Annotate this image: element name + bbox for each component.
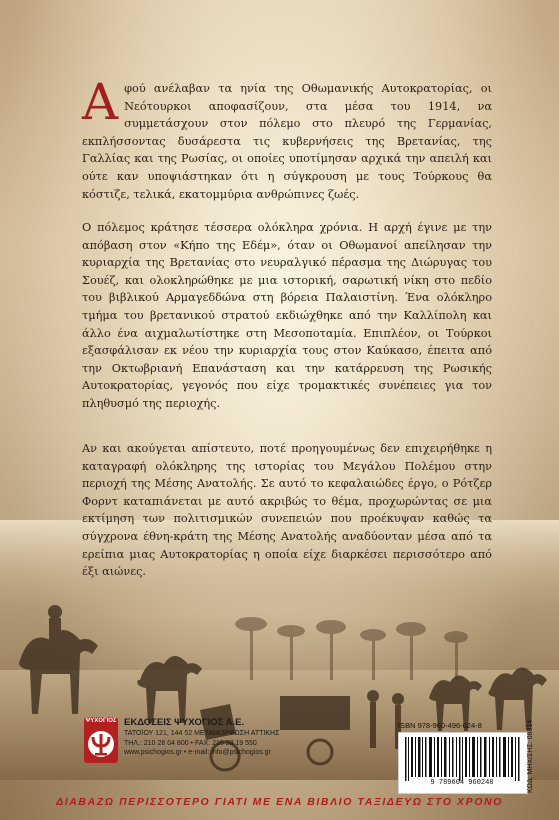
slogan: ΔΙΑΒΑΖΩ ΠΕΡΙΣΣΟΤΕΡΟ ΓΙΑΤΙ ΜΕ ΕΝΑ ΒΙΒΛΙΟ ΤΑΞΙΔΕΥΩ ΣΤΟ ΧΡΟΝΟ — [56, 796, 503, 808]
publisher-logo — [84, 717, 118, 763]
machine-code: ΚΩΔ. ΜΗΧ/ΣΗΣ: 08814 — [527, 719, 534, 793]
blurb-paragraph-1 — [82, 73, 492, 203]
drop-cap: Α — [82, 73, 119, 131]
barcode-digits: 9 789604 960248 — [430, 779, 494, 787]
publisher-address: ΤΑΤΟΪΟΥ 121, 144 52 ΜΕΤΑΜΟΡΦΩΣΗ ΑΤΤΙΚΗΣ — [124, 730, 280, 737]
publisher-logo-text: ΨΥΧΟΓΙΟΣ — [85, 718, 117, 724]
publisher-name: ΕΚΔΟΣΕΙΣ ΨΥΧΟΓΙΟΣ Α.Ε. — [124, 717, 245, 728]
publisher-web: www.psichogios.gr • e-mail: info@psichogios.gr — [124, 749, 271, 756]
psi-logo-icon — [84, 727, 118, 761]
isbn-label: ISBN 978-960-496-024-8 — [398, 721, 482, 730]
blurb-paragraph-1-text: φού ανέλαβαν τα ηνία της Οθωμανικής Αυτοκρατορίας, οι Νεότουρκοι αποφασίζουν, στα μέσα του 1914, να συμμετάσχουν στον πόλεμο στο πλευρό της Γερμανίας, εκπλήσσοντας δυσάρεστα τις κυβερνήσεις της Βρετανίας, της Γαλλίας και της Ρωσίας, οι οποίες υποτίμησαν αρχικά την απειλή και ούτε καν υποψιάστηκαν ότι η σύγκρουση με τους Τούρκους θα κόστιζε, τελικά, εκατομμύρια ανθρώπινες ζωές. — [82, 82, 492, 201]
publisher-info — [124, 717, 324, 758]
publisher-phone: ΤΗΛ.: 210 28 04 800 • FAX: 210 28 19 550 — [124, 739, 257, 747]
blurb-paragraph-2: Ο πόλεμος κράτησε τέσσερα ολόκληρα χρόνια. Η αρχή έγινε με την απόβαση στον «Κήπο της Εδέμ», όταν οι Οθωμανοί απείλησαν την κυριαρχία της Βρετανίας στο νευραλγικό πέρασμα της Διώρυγας του Σουέζ, και ολοκληρώθηκε με μια ιστορική, σαρωτική νίκη στο πεδίο του βιβλικού Αρμαγεδδώνα στη βόρεια Παλαιστίνη. Ένα ολόκληρο τμήμα του βρετανικού στρατού εκδιώχθηκε από την Καλλίπολη και άλλο ένα αιχμαλωτίστηκε στη Μεσοποταμία. Επιπλέον, οι Τούρκοι εξασφάλισαν εκ νέου την κυριαρχία τους στον Καύκασο, έπειτα από την Οκτωβριανή Επανάσταση και την κατάρρευση της Ρωσικής Αυτοκρατορίας, γεγονός που είχε τρομακτικές συνέπειες για τον πληθυσμό της περιοχής. — [82, 221, 492, 410]
blurb-paragraph-3: Αν και ακούγεται απίστευτο, ποτέ προηγουμένως δεν επιχειρήθηκε η καταγραφή ολόκληρης της ιστορίας του Μεγάλου Πολέμου στην περιοχή της Μέσης Ανατολής. Σε αυτό το κεφαλαιώδες έργο, ο Ρότζερ Φορντ καταπιάνεται με αυτό ακριβώς το θέμα, προχωρώντας σε μια εκτίμηση των πολιτισμικών συνεπειών που προέκυψαν καθώς τα σύγχρονα έθνη-κράτη της Μέσης Ανατολής αναδύονταν μέσα από τα ερείπια μιας Αυτοκρατορίας η οποία είχε διαρκέσει περισσότερο από έξι αιώνες. — [82, 442, 492, 579]
